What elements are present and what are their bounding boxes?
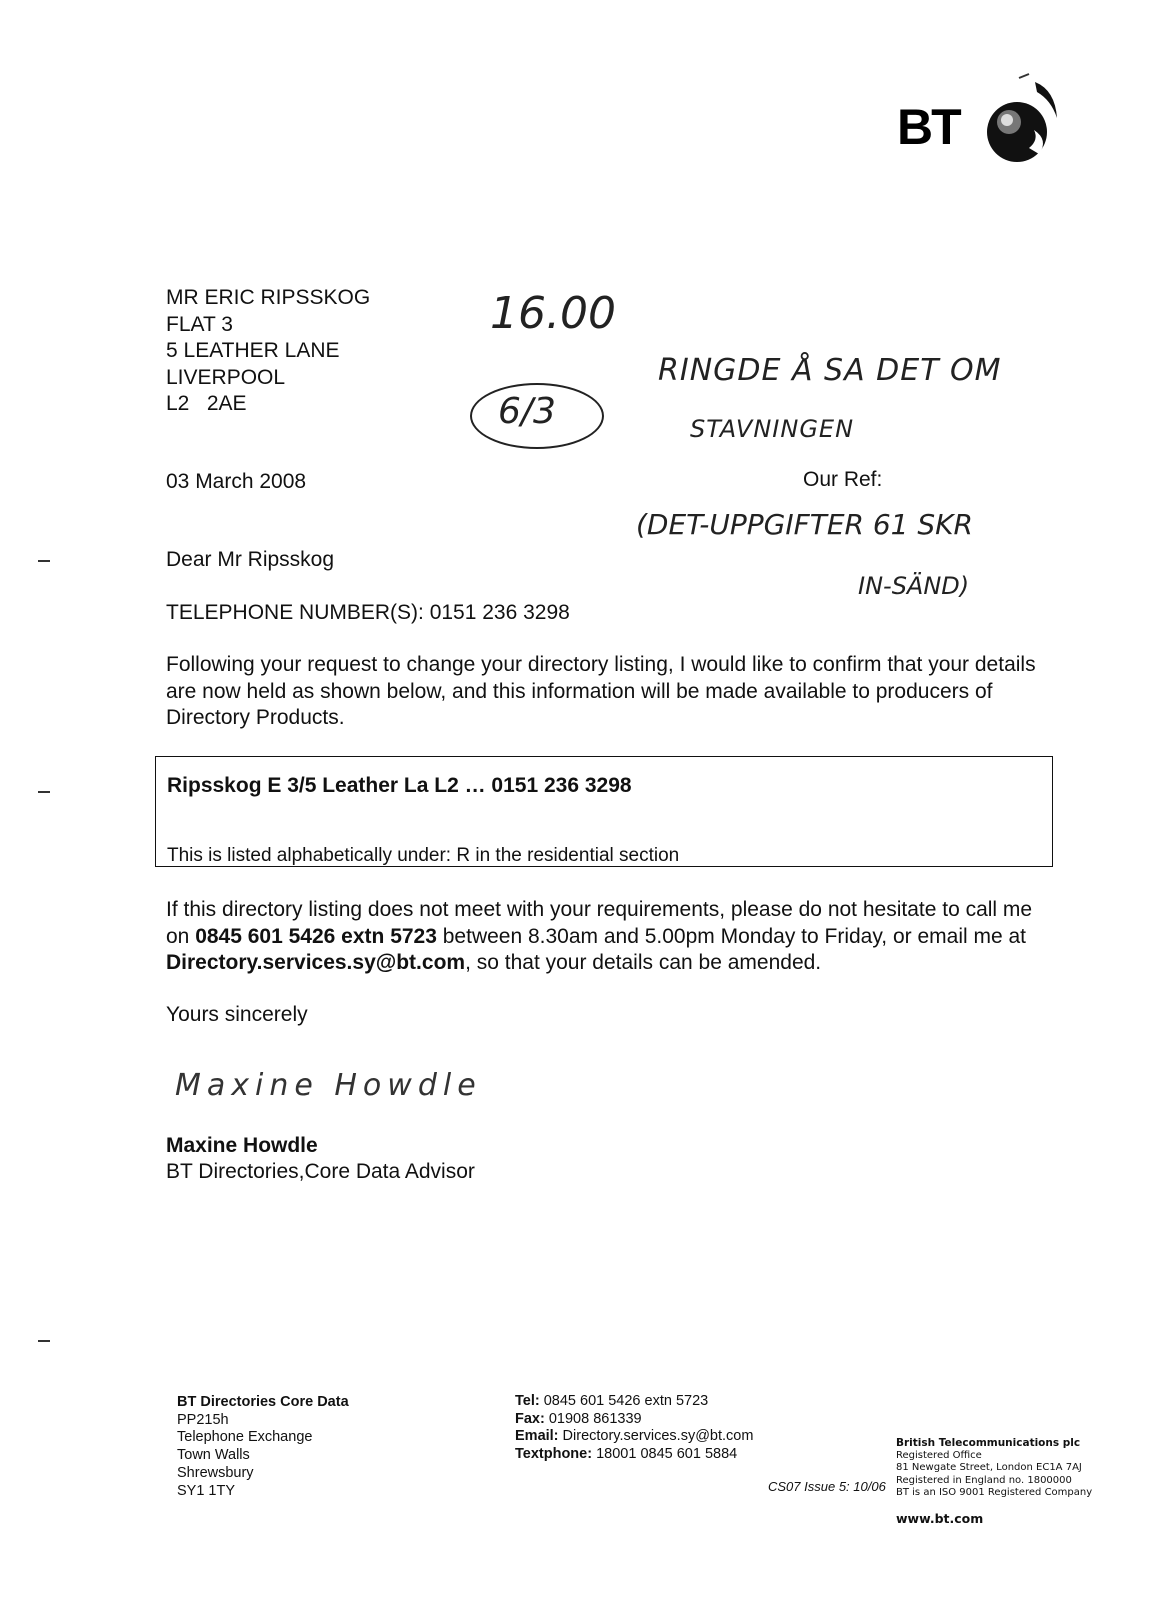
bt-logo-text: BT [897, 99, 960, 155]
footer-address-line: Shrewsbury [177, 1464, 254, 1481]
circled-date-text: 6/3 [498, 391, 556, 432]
margin-mark [38, 560, 50, 562]
tel-label: Tel: [515, 1393, 540, 1409]
footer-department: BT Directories Core Data [177, 1394, 349, 1410]
company-line: BT is an ISO 9001 Registered Company [896, 1487, 1093, 1498]
salutation: Dear Mr Ripsskog [166, 548, 335, 571]
company-line: Registered in England no. 1800000 [896, 1474, 1072, 1486]
handwritten-ref-line2: IN-SÄND) [858, 572, 970, 600]
piper-globe-icon [979, 70, 1069, 170]
handwritten-signature: Maxine Howdle [175, 1068, 482, 1103]
signer-title: BT Directories,Core Data Advisor [166, 1160, 475, 1183]
handwritten-note-line2: STAVNINGEN [690, 415, 855, 443]
paragraph2-text: , so that your details can be amended. [465, 951, 822, 974]
listing-entry: Ripsskog E 3/5 Leather La L2 … 0151 236 3298 [167, 774, 632, 797]
fax-value: 01908 861339 [548, 1410, 642, 1427]
contact-phone: 0845 601 5426 extn 5723 [195, 924, 437, 948]
company-name: British Telecommunications plc [896, 1437, 1081, 1449]
textphone-label: Textphone: [515, 1446, 593, 1463]
bt-logo [897, 70, 1097, 180]
letter-date: 03 March 2008 [166, 470, 307, 493]
footer-address-line: Telephone Exchange [177, 1429, 313, 1446]
handwritten-time: 16.00 [490, 288, 616, 339]
margin-mark [38, 791, 50, 793]
closing: Yours sincerely [166, 1003, 308, 1026]
footer-contacts [515, 1393, 753, 1464]
tel-value: 0845 601 5426 extn 5723 [543, 1393, 709, 1409]
body-paragraph-1: Following your request to change your directory listing, I would like to confirm that your details are now held as shown below, and this information will be made available to producers of Directory Products. [166, 653, 1036, 729]
telephone-number-line: TELEPHONE NUMBER(S): 0151 236 3298 [166, 601, 570, 624]
footer-tel [515, 1393, 753, 1411]
address-line: MR ERIC RIPSSKOG [166, 286, 371, 309]
footer-email [515, 1428, 753, 1446]
footer-address [177, 1394, 349, 1500]
address-line: L2 2AE [166, 392, 247, 415]
textphone-value: 18001 0845 601 5884 [596, 1446, 738, 1463]
footer-address-line: Town Walls [177, 1447, 250, 1464]
address-line: FLAT 3 [166, 312, 233, 336]
margin-mark [38, 1340, 50, 1342]
our-ref-label: Our Ref: [803, 468, 883, 491]
email-value[interactable]: Directory.services.sy@bt.com [562, 1428, 754, 1445]
form-issue: CS07 Issue 5: 10/06 [768, 1479, 886, 1494]
contact-email[interactable]: Directory.services.sy@bt.com [166, 951, 466, 974]
company-line: Registered Office [896, 1449, 982, 1461]
company-line: 81 Newgate Street, London EC1A 7AJ [896, 1462, 1082, 1473]
website-link[interactable]: www.bt.com [896, 1511, 984, 1526]
recipient-address [166, 285, 370, 418]
listing-box [155, 756, 1053, 867]
paragraph2-text: If this directory listing does not meet with your requirements, please do not hesitate to call me on [166, 898, 1033, 948]
footer-textphone [515, 1446, 753, 1464]
listing-note: This is listed alphabetically under: R in the residential section [167, 845, 680, 866]
footer-address-line: PP215h [177, 1411, 229, 1428]
footer-fax [515, 1411, 753, 1429]
address-line: LIVERPOOL [166, 365, 286, 389]
signer-name: Maxine Howdle [166, 1134, 318, 1157]
handwritten-ref-line1: (DET-UPPGIFTER 61 SKR [636, 508, 973, 541]
email-label: Email: [515, 1428, 559, 1445]
fax-label: Fax: [515, 1410, 545, 1427]
address-line: 5 LEATHER LANE [166, 339, 340, 362]
company-info [896, 1437, 1092, 1500]
handwritten-circled-date [470, 383, 604, 449]
body-paragraph-2 [166, 897, 1056, 977]
footer-address-line: SY1 1TY [177, 1482, 236, 1499]
paragraph2-text: between 8.30am and 5.00pm Monday to Friday, or email me at [436, 924, 1027, 948]
handwritten-note-line1: RINGDE Å SA DET OM [658, 353, 1002, 388]
